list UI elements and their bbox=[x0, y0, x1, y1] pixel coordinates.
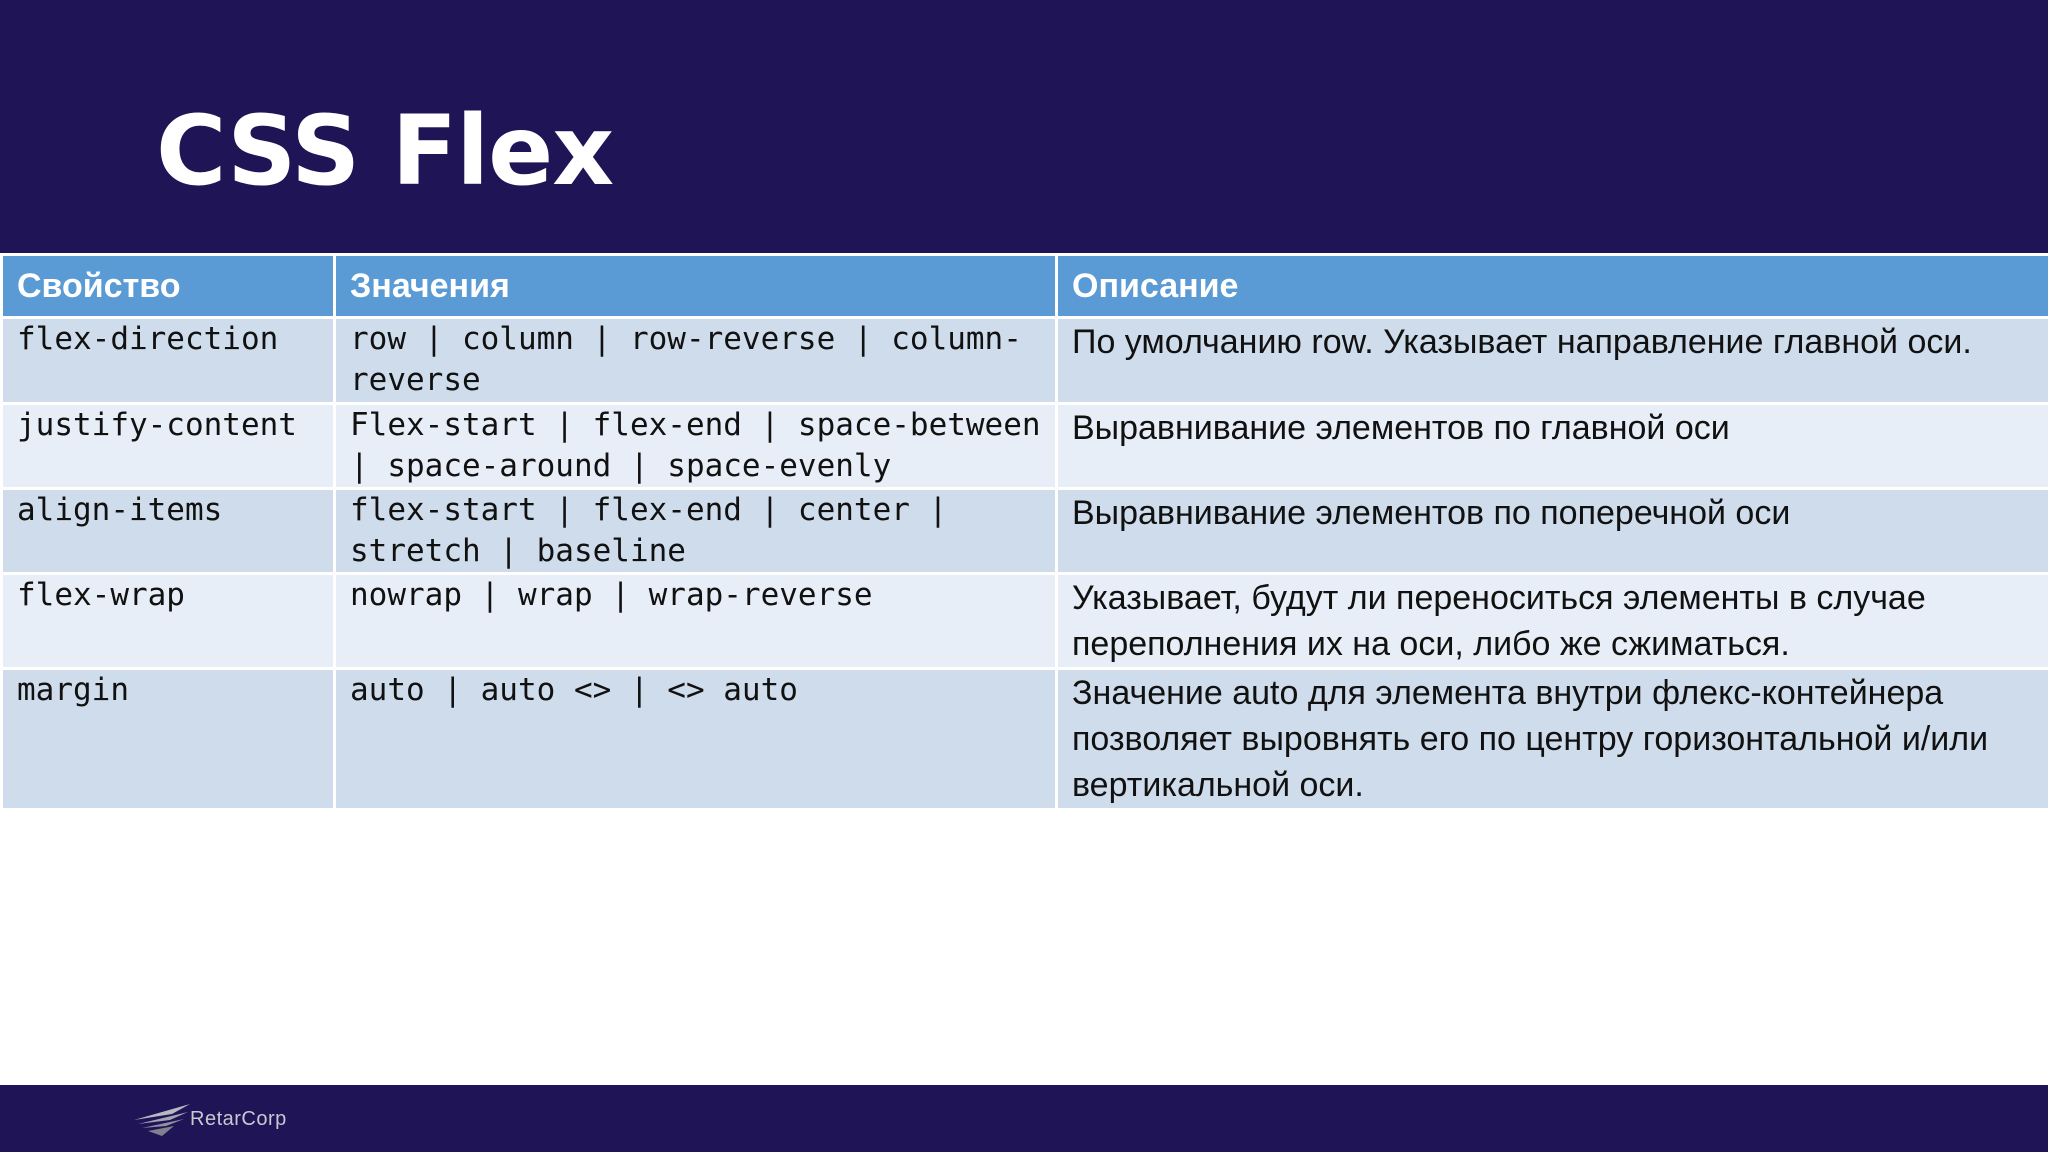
values-cell: Flex-start | flex-end | space-between | space-around | space-evenly bbox=[335, 404, 1057, 489]
flex-properties-table bbox=[0, 253, 2048, 811]
column-header-description: Описание bbox=[1057, 255, 2048, 318]
values-cell: flex-start | flex-end | center | stretch | baseline bbox=[335, 489, 1057, 574]
retarcorp-logo bbox=[132, 1098, 312, 1142]
values-cell: row | column | row-reverse | column-reverse bbox=[335, 318, 1057, 404]
property-cell: justify-content bbox=[2, 404, 335, 489]
logo-wordmark: RetarCorp bbox=[190, 1108, 287, 1130]
property-cell: margin bbox=[2, 669, 335, 810]
table-row bbox=[2, 404, 2048, 489]
values-cell: auto | auto <> | <> auto bbox=[335, 669, 1057, 810]
property-cell: align-items bbox=[2, 489, 335, 574]
table-row bbox=[2, 318, 2048, 404]
property-cell: flex-wrap bbox=[2, 574, 335, 669]
description-cell: Указывает, будут ли переноситься элементы в случае переполнения их на оси, либо же сжиматься. bbox=[1057, 574, 2048, 669]
description-cell: Значение auto для элемента внутри флекс-контейнера позволяет выровнять его по центру горизонтальной и/или вертикальной оси. bbox=[1057, 669, 2048, 810]
table-row bbox=[2, 574, 2048, 669]
column-header-values: Значения bbox=[335, 255, 1057, 318]
column-header-property: Свойство bbox=[2, 255, 335, 318]
slide-title: CSS Flex bbox=[156, 95, 614, 207]
flex-properties-table-container bbox=[0, 253, 2048, 811]
description-cell: Выравнивание элементов по главной оси bbox=[1057, 404, 2048, 489]
table-header-row bbox=[2, 255, 2048, 318]
description-cell: По умолчанию row. Указывает направление главной оси. bbox=[1057, 318, 2048, 404]
property-cell: flex-direction bbox=[2, 318, 335, 404]
wing-logo-icon bbox=[132, 1100, 192, 1140]
description-cell: Выравнивание элементов по поперечной оси bbox=[1057, 489, 2048, 574]
table-row bbox=[2, 489, 2048, 574]
table-row bbox=[2, 669, 2048, 810]
values-cell: nowrap | wrap | wrap-reverse bbox=[335, 574, 1057, 669]
title-band bbox=[0, 0, 2048, 253]
